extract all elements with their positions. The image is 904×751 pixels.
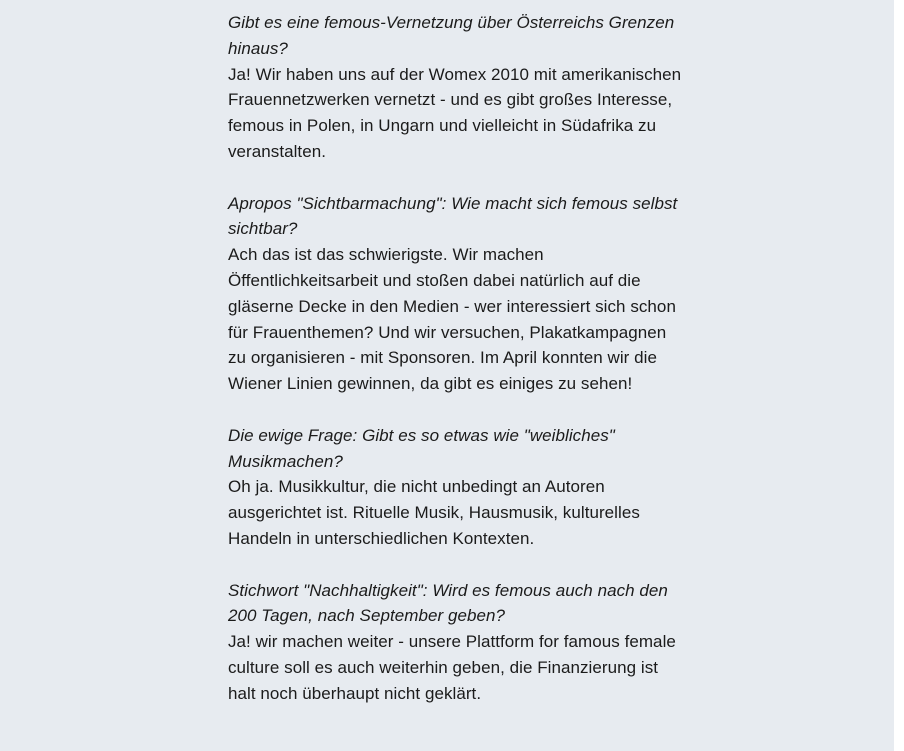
qa-block-sustainability bbox=[228, 578, 688, 707]
answer-text: Oh ja. Musikkultur, die nicht unbedingt an Autoren ausgerichtet ist. Rituelle Musik, Hausmusik, kulturelles Handeln in unterschiedlichen Kontexten. bbox=[228, 477, 640, 548]
answer-text: Ja! wir machen weiter - unsere Plattform for famous female culture soll es auch weiterhin geben, die Finanzierung ist halt noch überhaupt nicht geklärt. bbox=[228, 632, 676, 703]
qa-block-network bbox=[228, 10, 688, 165]
qa-block-visibility bbox=[228, 191, 688, 397]
qa-block-female-music bbox=[228, 423, 688, 552]
answer-text: Ja! Wir haben uns auf der Womex 2010 mit amerikanischen Frauennetzwerken vernetzt - und es gibt großes Interesse, femous in Polen, in Ungarn und vielleicht in Südafrika zu veranstalten. bbox=[228, 64, 682, 161]
question-text: Gibt es eine femous-Vernetzung über Österreichs Grenzen hinaus? bbox=[228, 13, 675, 58]
answer-text: Ach das ist das schwierigste. Wir machen Öffentlichkeitsarbeit und stoßen dabei natürlich auf die gläserne Decke in den Medien - wer interessiert sich schon für Frauenthemen? Und wir versuchen, Plakatkampagnen zu organisieren - mit Sponsoren. Im April konnten wir die Wiener Linien gewinnen, da gibt es einiges zu sehen! bbox=[228, 245, 676, 394]
question-text: Apropos "Sichtbarmachung": Wie macht sich femous selbst sichtbar? bbox=[228, 193, 678, 239]
interview-article bbox=[228, 10, 688, 732]
question-text: Die ewige Frage: Gibt es so etwas wie "weibliches" Musikmachen? bbox=[228, 425, 615, 471]
question-text: Stichwort "Nachhaltigkeit": Wird es femous auch nach den 200 Tagen, nach September geben? bbox=[228, 580, 668, 626]
